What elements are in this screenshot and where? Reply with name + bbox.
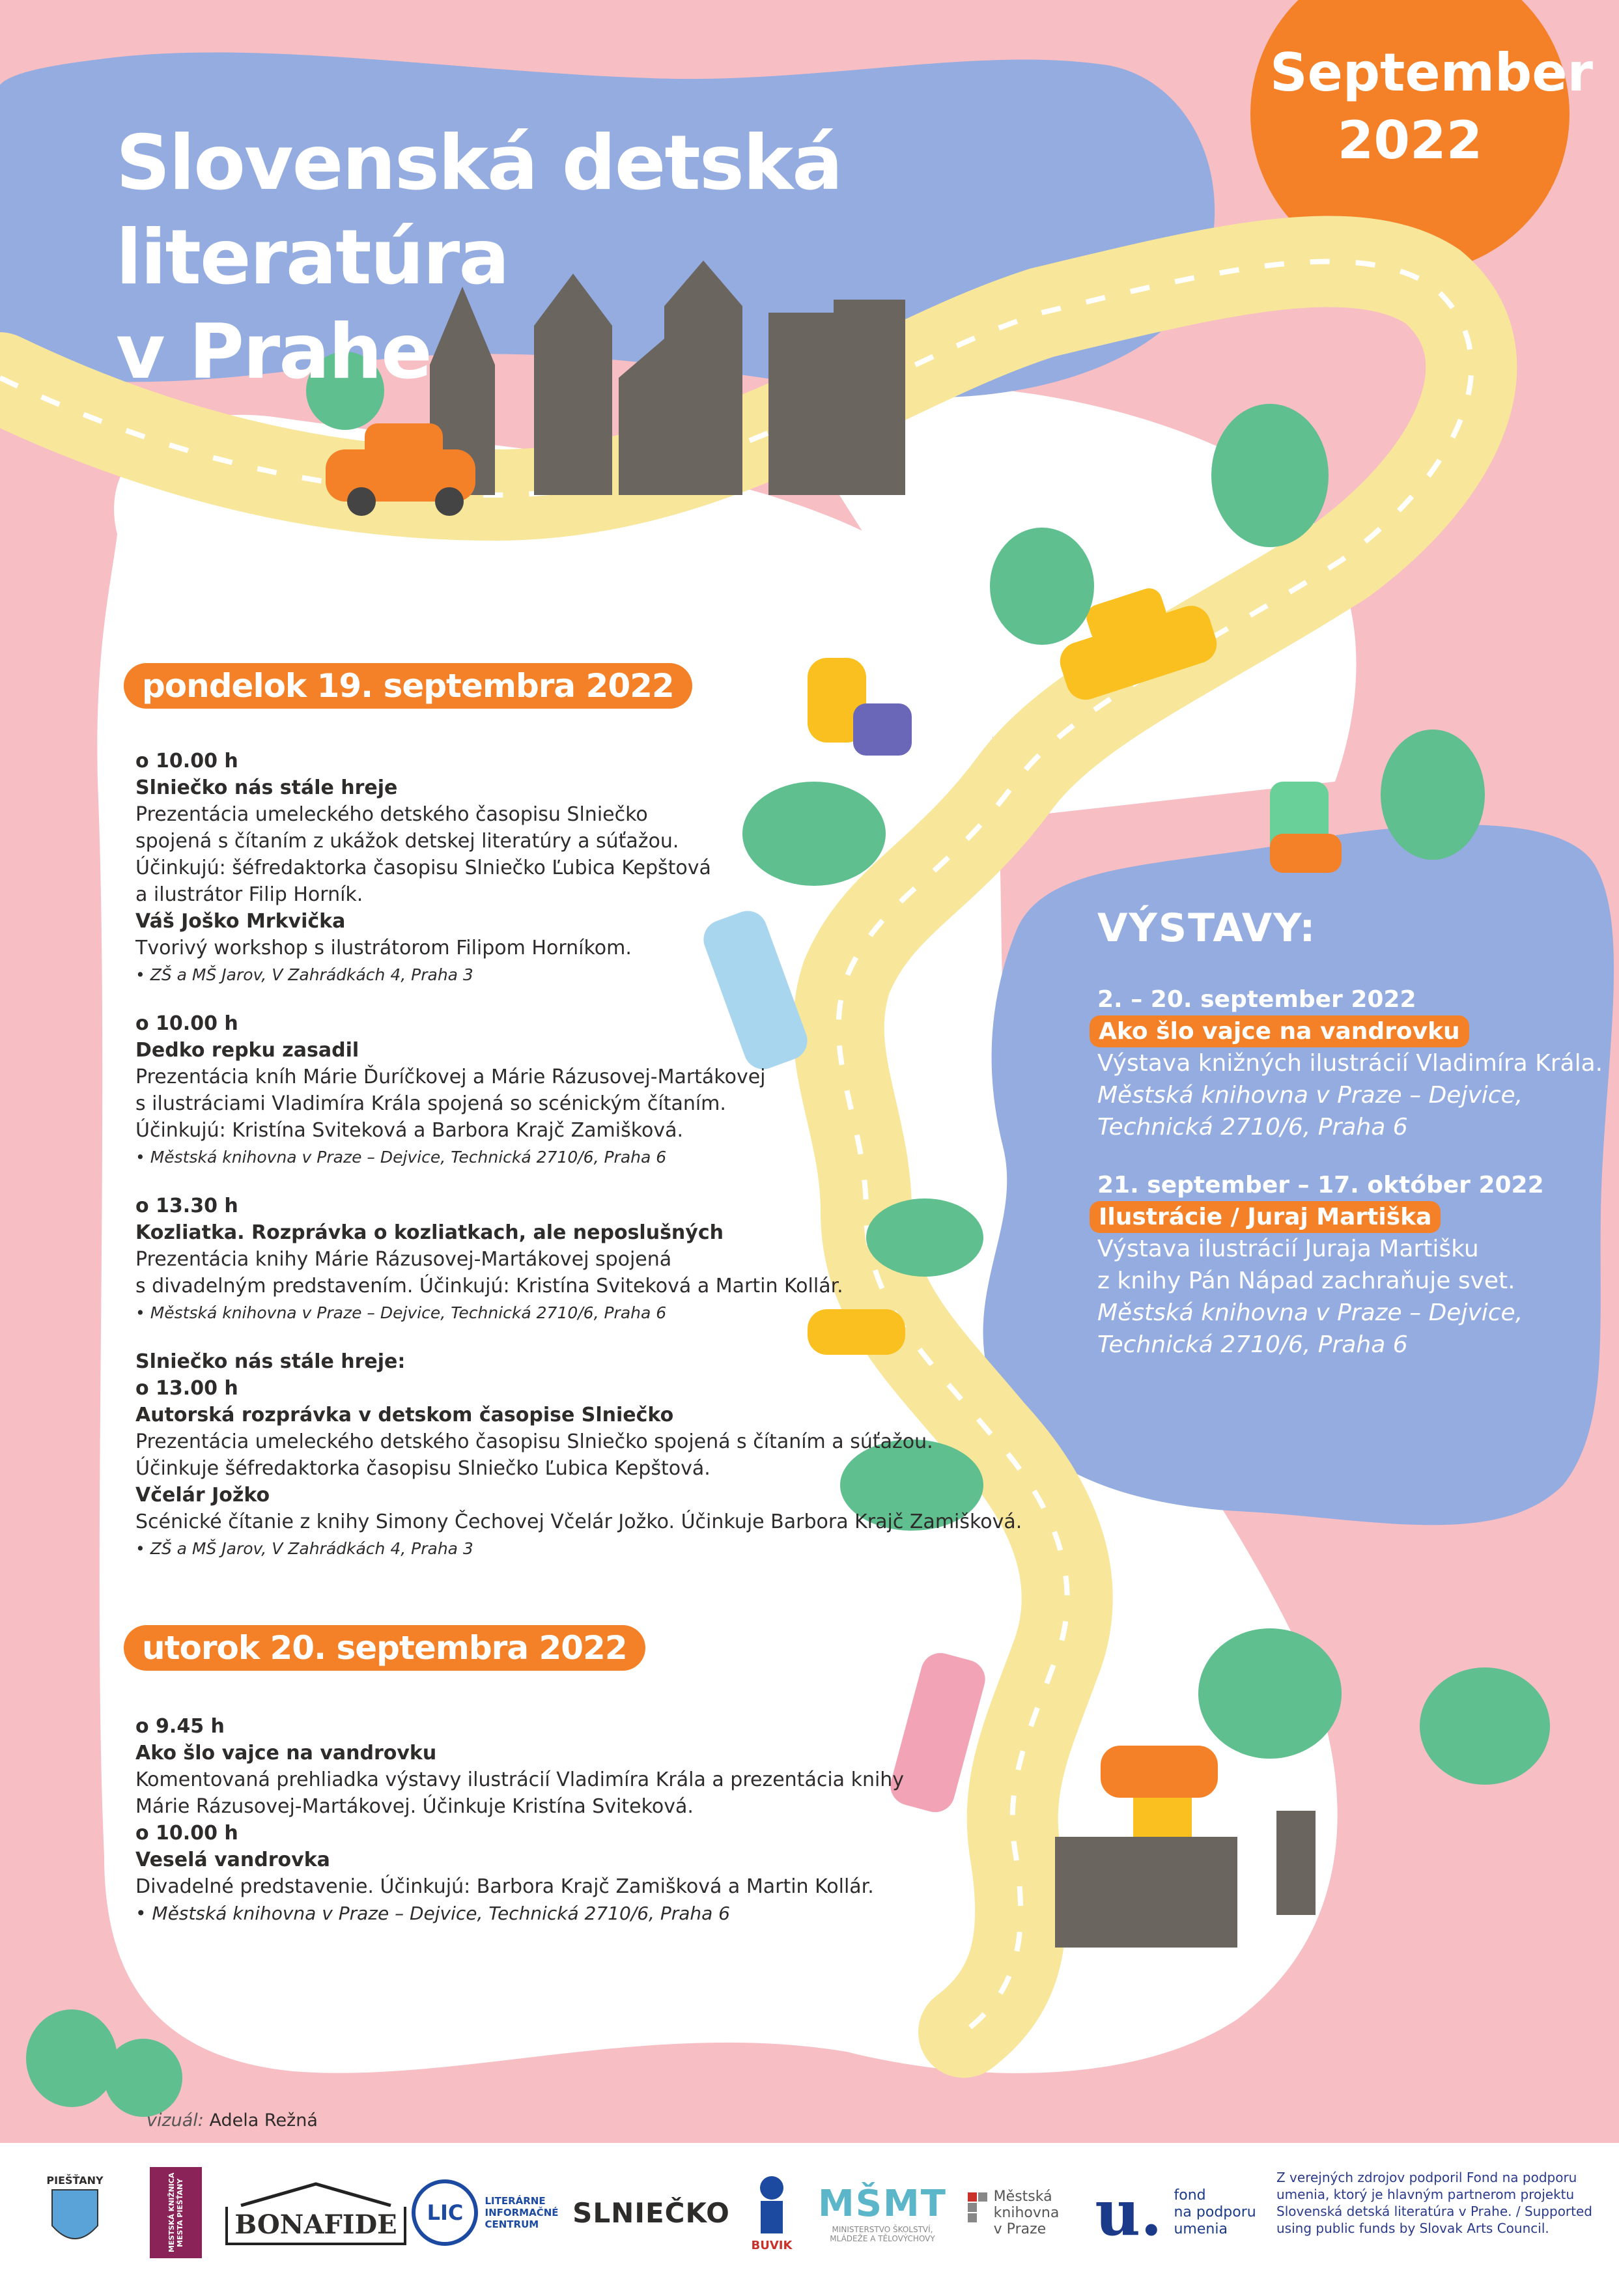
fond-text: umenia xyxy=(1174,2221,1228,2237)
title-line-2: v Prahe xyxy=(116,308,431,396)
mkp-text: v Praze xyxy=(993,2220,1047,2237)
event-block xyxy=(135,1193,1073,1326)
bonafide-label: BONAFIDE xyxy=(225,2207,406,2245)
event-title: Kozliatka. Rozprávka o kozliatkach, ale neposlušných xyxy=(135,1221,724,1244)
msmt-text: MINISTERSTVO ŠKOLSTVÍ, xyxy=(832,2224,933,2234)
kniznica-logo xyxy=(137,2164,215,2261)
exhibition-dates: 2. – 20. september 2022 xyxy=(1097,986,1416,1013)
event-location: • Městská knihovna v Praze – Dejvice, Technická 2710/6, Praha 6 xyxy=(135,1303,667,1322)
event-time: o 13.30 h xyxy=(135,1195,238,1217)
event-time: o 10.00 h xyxy=(135,1012,238,1035)
event-location: • ZŠ a MŠ Jarov, V Zahrádkách 4, Praha 3 xyxy=(135,1539,473,1558)
lic-text: CENTRUM xyxy=(485,2218,539,2230)
buvik-logo xyxy=(736,2164,808,2261)
mkp-logo xyxy=(957,2164,1068,2261)
month-badge xyxy=(1270,39,1593,175)
fond-text: na podporu xyxy=(1174,2204,1256,2220)
mkp-squares-icon xyxy=(966,2190,989,2235)
exhibition-location: Městská knihovna v Praze – Dejvice, xyxy=(1097,1299,1523,1326)
fond-logo xyxy=(1084,2164,1267,2261)
event-location: • Městská knihovna v Praze – Dejvice, Technická 2710/6, Praha 6 xyxy=(135,1148,667,1167)
event-block xyxy=(135,1010,1073,1170)
page-title xyxy=(116,116,1190,399)
event-location: • ZŠ a MŠ Jarov, V Zahrádkách 4, Praha 3 xyxy=(135,965,473,984)
lic-logo xyxy=(410,2164,560,2261)
event-title: Slniečko nás stále hreje xyxy=(135,776,398,799)
event-text: Prezentácia kníh Márie Ďuríčkovej a Márie Rázusovej-Martákovej xyxy=(135,1066,766,1088)
event-heading: Slniečko nás stále hreje: xyxy=(135,1350,406,1373)
event-title: Váš Joško Mrkvička xyxy=(135,910,346,933)
exhibition-text: Výstava knižných ilustrácií Vladimíra Krála. xyxy=(1097,1050,1603,1077)
event-text: Prezentácia umeleckého detského časopisu Slniečko spojená s čítaním a súťažou. xyxy=(135,1430,933,1453)
exhibition-dates: 21. september – 17. október 2022 xyxy=(1097,1172,1544,1198)
exhibition-location: Technická 2710/6, Praha 6 xyxy=(1097,1331,1408,1358)
event-text: Komentovaná prehliadka výstavy ilustrácií Vladimíra Krála a prezentácia knihy xyxy=(135,1768,905,1791)
event-time: o 13.00 h xyxy=(135,1377,238,1400)
exhibition-location: Technická 2710/6, Praha 6 xyxy=(1097,1114,1408,1141)
event-title: Autorská rozprávka v detskom časopise Slniečko xyxy=(135,1404,674,1426)
lic-text: LITERÁRNE xyxy=(485,2195,546,2207)
day1-badge: pondelok 19. septembra 2022 xyxy=(124,663,692,709)
lic-mark: LIC xyxy=(412,2179,478,2246)
event-text: Tvorivý workshop s ilustrátorom Filipom Horníkom. xyxy=(135,937,632,959)
event-time: o 10.00 h xyxy=(135,1822,238,1845)
bonafide-roof-icon xyxy=(238,2181,394,2207)
event-text: s ilustráciami Vladimíra Krála spojená so scénickým čítaním. xyxy=(135,1092,726,1115)
event-location: • Městská knihovna v Praze – Dejvice, Technická 2710/6, Praha 6 xyxy=(135,1903,730,1924)
buvik-figure-icon xyxy=(749,2174,795,2239)
msmt-mark: MŠMT xyxy=(818,2182,947,2225)
credit-name: Adela Režná xyxy=(209,2110,318,2131)
support-text: Z verejných zdrojov podporil Fond na podporu umenia, ktorý je hlavným partnerom projektu Slovenská detská literatúra v Prahe. / Supported using public funds by Slovak Arts Council. xyxy=(1276,2170,1592,2236)
event-text: Prezentácia knihy Márie Rázusovej-Martákovej spojená xyxy=(135,1248,672,1271)
fond-mark: u. xyxy=(1095,2176,1162,2250)
kniznica-label: MESTSKÁ KNIŽNICA MESTA PIEŠŤANY xyxy=(150,2167,202,2258)
year-label: 2022 xyxy=(1337,110,1483,171)
event-time: o 9.45 h xyxy=(135,1715,225,1738)
mkp-text: knihovna xyxy=(993,2204,1060,2221)
event-text: Márie Rázusovej-Martákovej. Účinkuje Kristína Sviteková. xyxy=(135,1795,694,1818)
event-text: Účinkujú: Kristína Sviteková a Barbora Krajč Zamišková. xyxy=(135,1119,684,1142)
event-block xyxy=(135,1348,1073,1562)
slniecko-label: SLNIEČKO xyxy=(572,2196,730,2229)
exhibition-2 xyxy=(1097,1169,1619,1361)
event-block xyxy=(135,748,1073,988)
event-text: Prezentácia umeleckého detského časopisu Slniečko xyxy=(135,803,648,826)
exhibition-title: Ako šlo vajce na vandrovku xyxy=(1090,1015,1469,1047)
slniecko-logo xyxy=(573,2164,729,2261)
piestany-crest-icon xyxy=(49,2187,101,2252)
day2-program xyxy=(135,1713,1073,1927)
mkp-text: Městská xyxy=(993,2188,1052,2205)
exhibition-location: Městská knihovna v Praze – Dejvice, xyxy=(1097,1082,1523,1109)
fond-text: fond xyxy=(1174,2187,1206,2204)
month-label: September xyxy=(1270,42,1593,103)
day1-program xyxy=(135,748,1073,1562)
event-text: Účinkuje šéfredaktorka časopisu Slniečko Ľubica Kepštová. xyxy=(135,1457,711,1480)
event-text: Divadelné predstavenie. Účinkujú: Barbora Krajč Zamišková a Martin Kollár. xyxy=(135,1875,874,1898)
msmt-text: MLÁDEŽE A TĚLOVÝCHOVY xyxy=(830,2233,935,2243)
event-title: Včelár Jožko xyxy=(135,1484,270,1507)
event-text: spojená s čítaním z ukážok detskej literatúry a súťažou. xyxy=(135,830,679,853)
buvik-label: BUVIK xyxy=(751,2238,793,2252)
exhibitions-heading: VÝSTAVY: xyxy=(1097,905,1317,951)
event-time: o 10.00 h xyxy=(135,750,238,772)
event-text: a ilustrátor Filip Horník. xyxy=(135,883,363,906)
event-title: Veselá vandrovka xyxy=(135,1849,330,1871)
bonafide-logo xyxy=(234,2164,397,2261)
event-text: Scénické čítanie z knihy Simony Čechovej Včelár Jožko. Účinkuje Barbora Krajč Zamišková. xyxy=(135,1510,1022,1533)
day2-badge: utorok 20. septembra 2022 xyxy=(124,1625,645,1671)
event-title: Ako šlo vajce na vandrovku xyxy=(135,1742,437,1765)
lic-text: INFORMAČNÉ xyxy=(485,2207,559,2218)
title-line-1: Slovenská detská literatúra xyxy=(116,119,842,302)
exhibition-title: Ilustrácie / Juraj Martiška xyxy=(1090,1201,1441,1233)
piestany-label: PIEŠŤANY xyxy=(46,2174,104,2187)
msmt-logo xyxy=(808,2164,957,2261)
event-title: Dedko repku zasadil xyxy=(135,1039,359,1062)
visual-credit xyxy=(147,2110,318,2131)
exhibition-text: z knihy Pán Nápad zachraňuje svet. xyxy=(1097,1268,1515,1294)
exhibition-1 xyxy=(1097,984,1619,1143)
event-text: Účinkujú: šéfredaktorka časopisu Slniečko Ľubica Kepštová xyxy=(135,857,711,879)
event-text: s divadelným predstavením. Účinkujú: Kristína Sviteková a Martin Kollár. xyxy=(135,1275,843,1297)
credit-label: vizuál: xyxy=(147,2110,204,2131)
piestany-logo xyxy=(39,2164,111,2261)
exhibition-text: Výstava ilustrácií Juraja Martišku xyxy=(1097,1236,1479,1262)
